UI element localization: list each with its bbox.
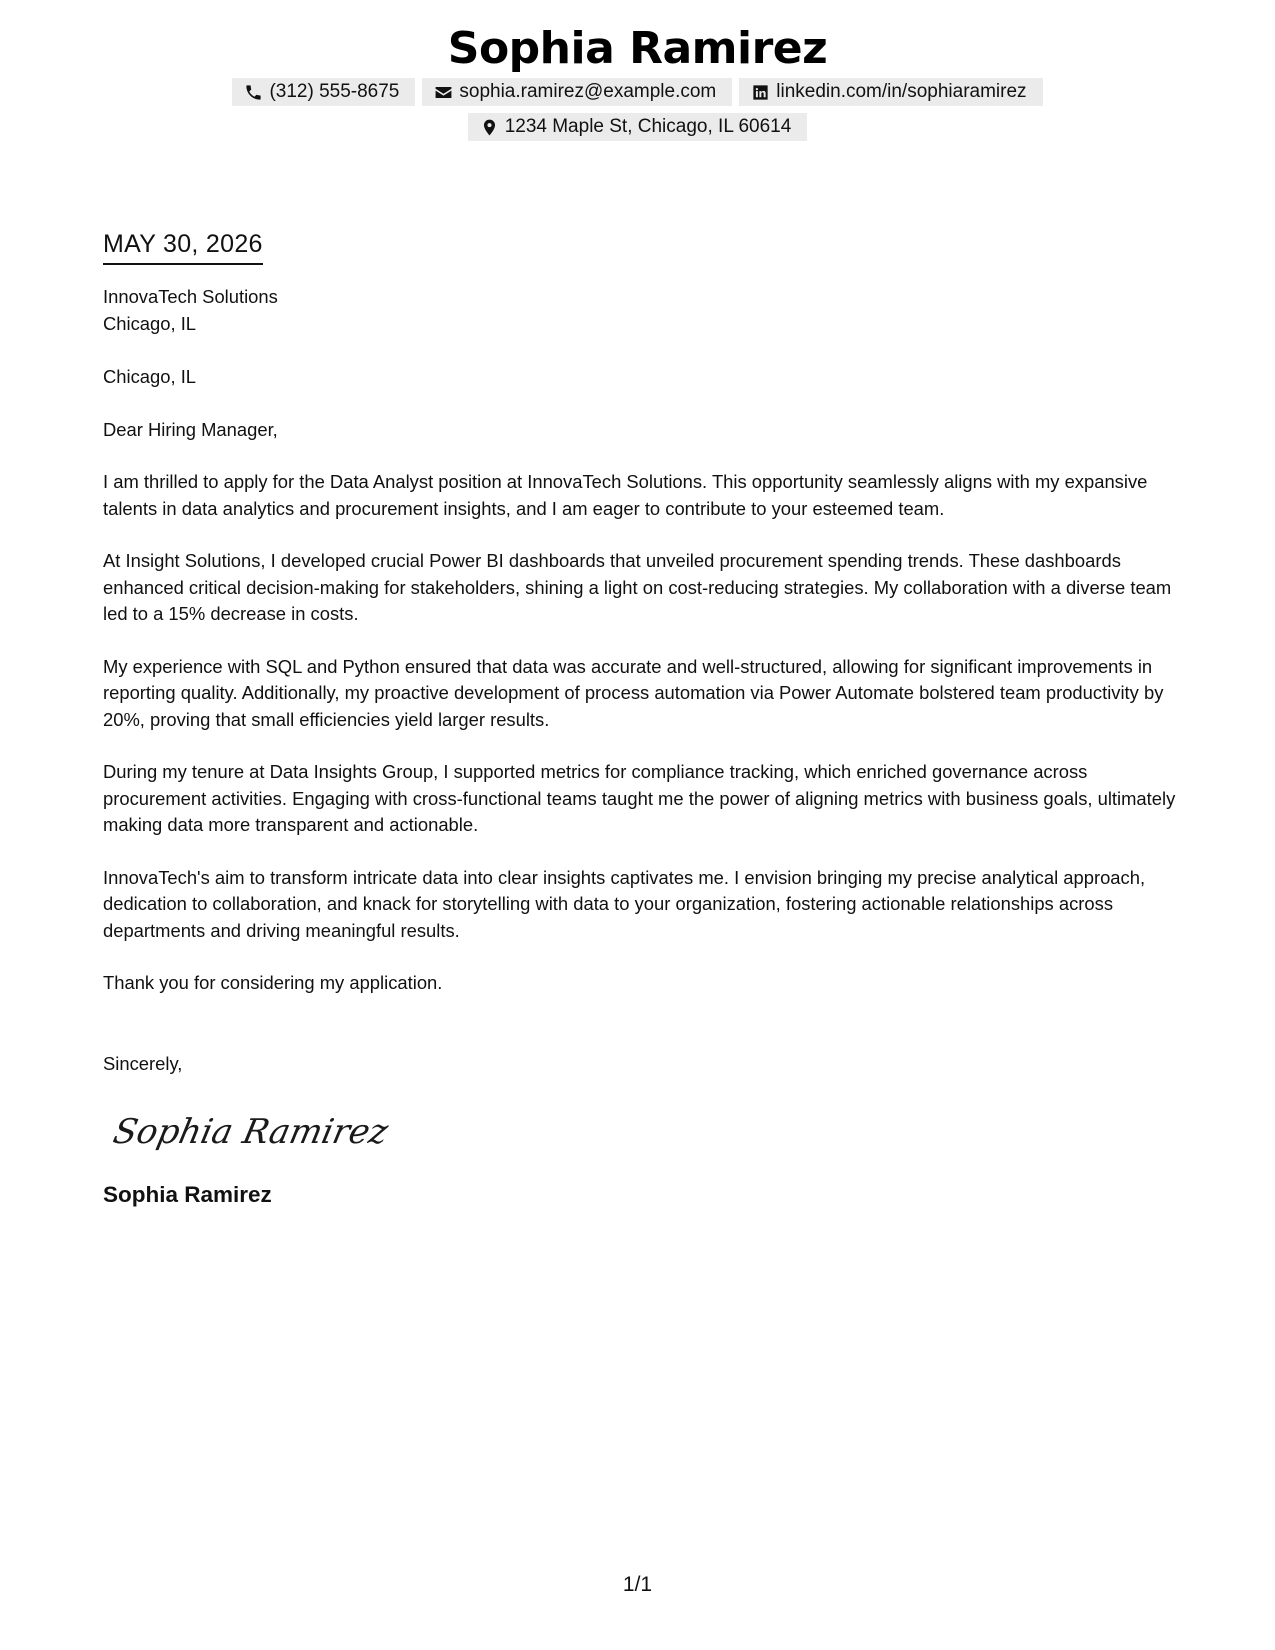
contact-address[interactable]: [468, 113, 808, 141]
letter-body: [103, 228, 1183, 1210]
signature-text: Sophia Ramirez: [109, 1112, 392, 1152]
paragraph-3: My experience with SQL and Python ensured that data was accurate and well-structured, allowing for significant improvements in reporting quality. Additionally, my proactive development of process automation via Power Automate bolstered team productivity by 20%, proving that small efficiencies yield larger results.: [103, 655, 1164, 730]
paragraph-4: During my tenure at Data Insights Group, I supported metrics for compliance tracking, which enriched governance across procurement activities. Engaging with cross-functional teams taught me the power of aligning metrics with business goals, ultimately making data more transparent and actionable.: [103, 761, 1176, 835]
page-number: 1/1: [622, 1573, 653, 1596]
letter-header: [0, 22, 1275, 141]
phone-text: (312) 555-8675: [269, 81, 400, 102]
contact-linkedin[interactable]: [739, 78, 1042, 106]
contact-email[interactable]: [422, 78, 732, 106]
contact-row-primary: [0, 78, 1275, 106]
letter-location: Chicago, IL: [103, 365, 197, 387]
paragraph-6: Thank you for considering my application.: [103, 972, 443, 993]
envelope-icon: [434, 83, 453, 102]
closing: Sincerely,: [103, 1052, 183, 1074]
recipient-company: InnovaTech Solutions: [103, 286, 278, 307]
contact-row-secondary: [0, 113, 1275, 141]
signed-name: Sophia Ramirez: [103, 1181, 272, 1207]
recipient-block: [103, 284, 1183, 337]
address-text: 1234 Maple St, Chicago, IL 60614: [504, 116, 792, 137]
email-text: sophia.ramirez@example.com: [459, 81, 717, 102]
letter-date: MAY 30, 2026: [103, 228, 263, 265]
applicant-name: Sophia Ramirez: [447, 23, 828, 74]
contact-phone[interactable]: [232, 78, 415, 106]
phone-icon: [244, 83, 263, 102]
recipient-city: Chicago, IL: [103, 312, 197, 334]
paragraph-1: I am thrilled to apply for the Data Analyst position at InnovaTech Solutions. This opportunity seamlessly aligns with my expansive talents in data analytics and procurement insights, and I am eager to contribute to your esteemed team.: [103, 471, 1148, 519]
salutation: Dear Hiring Manager,: [103, 418, 278, 440]
linkedin-icon: [751, 83, 770, 102]
paragraph-2: At Insight Solutions, I developed crucial Power BI dashboards that unveiled procurement spending trends. These dashboards enhanced critical decision-making for stakeholders, shining a light on cost-reducing strategies. My collaboration with a diverse team led to a 15% decrease in costs.: [103, 550, 1172, 624]
linkedin-text: linkedin.com/in/sophiaramirez: [776, 81, 1027, 102]
paragraph-5: InnovaTech's aim to transform intricate data into clear insights captivates me. I envision bringing my precise analytical approach, dedication to collaboration, and knack for storytelling with data to your organization, fostering actionable relationships across departments and driving meaningful results.: [103, 866, 1146, 941]
map-pin-icon: [480, 118, 499, 137]
signature-image: [109, 1099, 392, 1159]
